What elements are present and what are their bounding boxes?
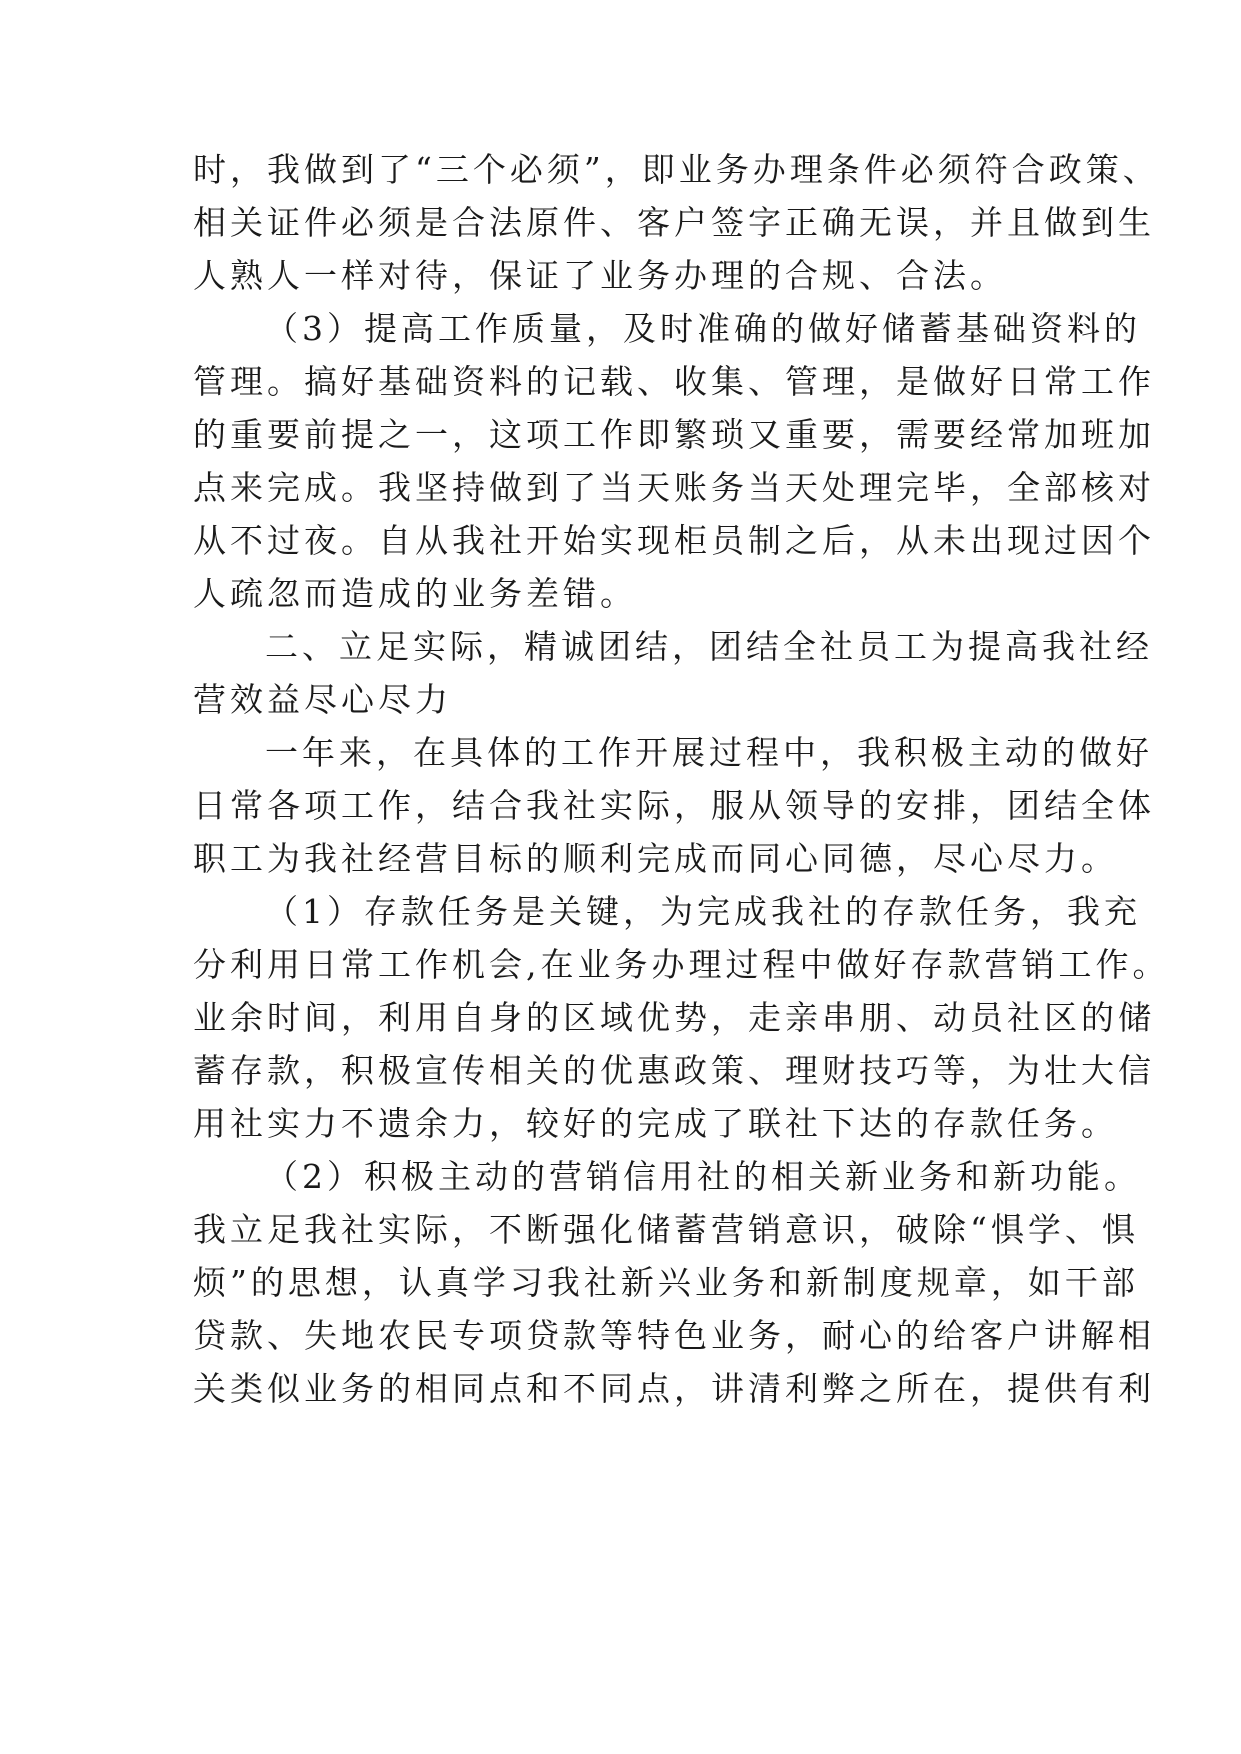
text-line: 管理。搞好基础资料的记载、收集、管理，是做好日常工作	[193, 362, 1155, 401]
text-line: 职工为我社经营目标的顺利完成而同心同德，尽心尽力。	[193, 839, 1118, 878]
text-line: 人熟人一样对待，保证了业务办理的合规、合法。	[193, 256, 1007, 295]
text-line: 用社实力不遗余力，较好的完成了联社下达的存款任务。	[193, 1104, 1118, 1143]
text-line: 贷款、失地农民专项贷款等特色业务，耐心的给客户讲解相	[193, 1316, 1155, 1355]
text-line: （2）积极主动的营销信用社的相关新业务和新功能。	[265, 1157, 1141, 1196]
text-line: 分利用日常工作机会,在业务办理过程中做好存款营销工作。	[193, 945, 1170, 984]
text-line: 业余时间，利用自身的区域优势，走亲串朋、动员社区的储	[193, 998, 1155, 1037]
text-line: 日常各项工作，结合我社实际，服从领导的安排，团结全体	[193, 786, 1155, 825]
text-line: 蓄存款，积极宣传相关的优惠政策、理财技巧等，为壮大信	[193, 1051, 1155, 1090]
text-line: 我立足我社实际，不断强化储蓄营销意识，破除“惧学、惧	[193, 1210, 1139, 1249]
text-line: （1）存款任务是关键，为完成我社的存款任务，我充	[265, 892, 1141, 931]
text-line: 一年来，在具体的工作开展过程中，我积极主动的做好	[265, 733, 1153, 772]
text-line: （3）提高工作质量，及时准确的做好储蓄基础资料的	[265, 309, 1141, 348]
section-heading: 二、立足实际，精诚团结，团结全社员工为提高我社经	[265, 627, 1153, 666]
text-line: 人疏忽而造成的业务差错。	[193, 574, 637, 613]
text-line: 时，我做到了“三个必须”，即业务办理条件必须符合政策、	[193, 150, 1160, 189]
section-heading: 营效益尽心尽力	[193, 680, 452, 719]
text-line: 烦”的思想，认真学习我社新兴业务和新制度规章，如干部	[193, 1263, 1139, 1302]
text-line: 的重要前提之一，这项工作即繁琐又重要，需要经常加班加	[193, 415, 1155, 454]
text-line: 关类似业务的相同点和不同点，讲清利弊之所在，提供有利	[193, 1369, 1155, 1408]
text-line: 相关证件必须是合法原件、客户签字正确无误，并且做到生	[193, 203, 1155, 242]
text-line: 从不过夜。自从我社开始实现柜员制之后，从未出现过因个	[193, 521, 1155, 560]
text-line: 点来完成。我坚持做到了当天账务当天处理完毕，全部核对	[193, 468, 1155, 507]
